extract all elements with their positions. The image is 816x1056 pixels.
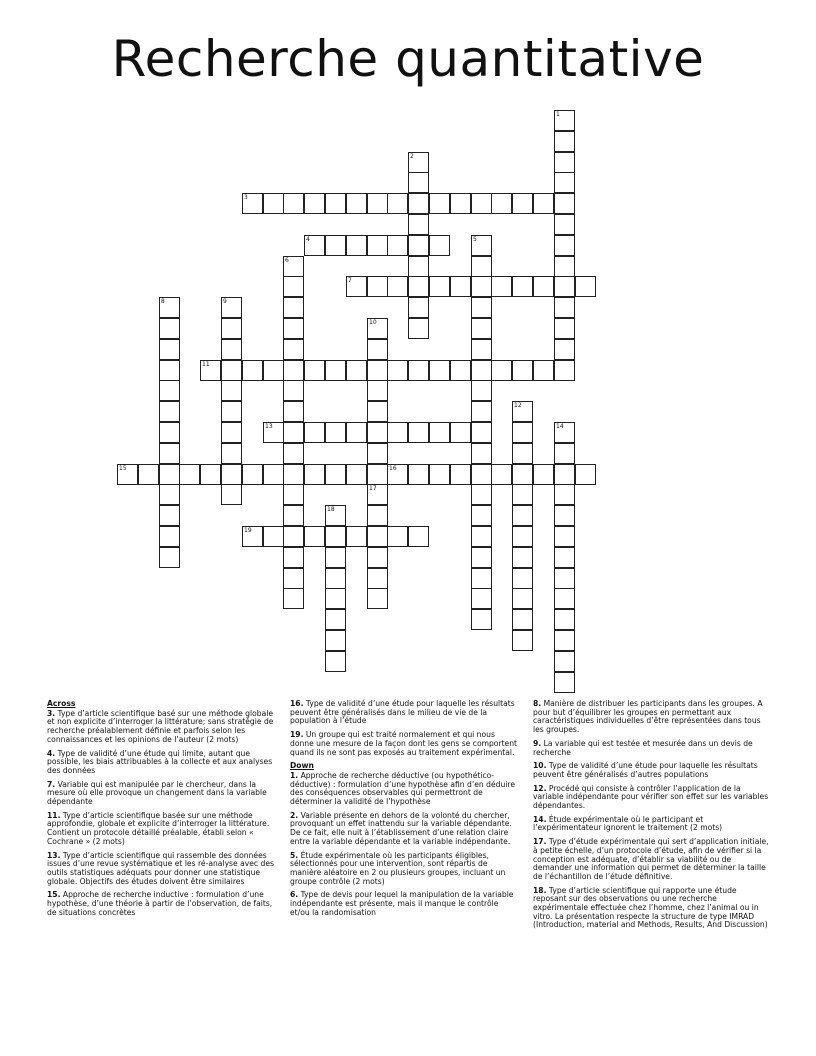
crossword-cell[interactable] xyxy=(304,235,325,256)
crossword-cell[interactable] xyxy=(325,526,346,547)
crossword-cell[interactable] xyxy=(283,443,304,464)
clue-number: 7 xyxy=(348,277,352,284)
crossword-cell[interactable] xyxy=(429,235,450,256)
crossword-cell[interactable] xyxy=(512,484,533,505)
clue-down-6: 6. Type de devis pour lequel la manipulation de la variable indépendante est présente, mais il manque le contrôle et/ou la randomisation xyxy=(290,890,514,917)
clue-number: 16 xyxy=(389,465,397,472)
crossword-cell[interactable] xyxy=(346,360,367,381)
crossword-cell[interactable] xyxy=(471,339,492,360)
crossword-cell[interactable] xyxy=(325,609,346,630)
crossword-cell[interactable] xyxy=(450,276,471,297)
crossword-cell[interactable] xyxy=(471,422,492,443)
crossword-cell[interactable] xyxy=(242,526,263,547)
crossword-cell[interactable] xyxy=(387,193,408,214)
crossword-cell[interactable] xyxy=(512,193,533,214)
crossword-cell[interactable] xyxy=(159,526,180,547)
clue-across-16: 16. Type de validité d’une étude pour laquelle les résultats peuvent être généralisés dans le milieu de vie de la population à l’étude xyxy=(290,699,515,726)
crossword-cell[interactable] xyxy=(408,464,429,485)
crossword-cell[interactable] xyxy=(554,276,575,297)
crossword-cell[interactable] xyxy=(325,422,346,443)
crossword-cell[interactable] xyxy=(471,568,492,589)
crossword-cell[interactable] xyxy=(512,464,533,485)
crossword-cell[interactable] xyxy=(471,484,492,505)
crossword-cell[interactable] xyxy=(367,276,388,297)
clue-across-15: 15. Approche de recherche inductive : formulation d’une hypothèse, d’une théorie à partir de l’observation, de faits, de situations concrètes xyxy=(47,890,273,917)
crossword-cell[interactable] xyxy=(346,464,367,485)
crossword-cell[interactable] xyxy=(325,505,346,526)
crossword-cell[interactable] xyxy=(283,401,304,422)
crossword-cell[interactable] xyxy=(117,464,138,485)
crossword-cell[interactable] xyxy=(283,193,304,214)
clue-across-11: 11. Type d’article scientifique basée sur une méthode approfondie, globale et explicite d’interroger la littérature. Contient un protocole détaillé préalable, établi selon « Cochrane » (2 mots) xyxy=(47,810,270,846)
crossword-cell[interactable] xyxy=(554,193,575,214)
crossword-cell[interactable] xyxy=(471,235,492,256)
clues-column-3 xyxy=(533,700,769,935)
crossword-cell[interactable] xyxy=(471,193,492,214)
crossword-cell[interactable] xyxy=(221,401,242,422)
crossword-cell[interactable] xyxy=(554,235,575,256)
crossword-cell[interactable] xyxy=(491,360,512,381)
crossword-cell[interactable] xyxy=(367,588,388,609)
crossword-cell[interactable] xyxy=(367,380,388,401)
crossword-cell[interactable] xyxy=(242,464,263,485)
crossword-cell[interactable] xyxy=(200,464,221,485)
crossword-cell[interactable] xyxy=(367,505,388,526)
across-header: Across xyxy=(47,699,76,708)
crossword-cell[interactable] xyxy=(491,276,512,297)
crossword-cell[interactable] xyxy=(283,484,304,505)
crossword-cell[interactable] xyxy=(367,235,388,256)
clue-number: 19 xyxy=(244,527,252,534)
crossword-cell[interactable] xyxy=(221,484,242,505)
clue-down-1: 1. Approche de recherche déductive (ou hypothético-déductive) : formulation d’une hypothèse afin d’en déduire des conséquences observables qui permettront de déterminer la validité de l’hypothèse xyxy=(290,770,516,807)
crossword-cell[interactable] xyxy=(159,443,180,464)
crossword-cell[interactable] xyxy=(512,630,533,651)
crossword-cell[interactable] xyxy=(242,360,263,381)
crossword-cell[interactable] xyxy=(325,547,346,568)
crossword-cell[interactable] xyxy=(304,360,325,381)
crossword-cell[interactable] xyxy=(283,360,304,381)
crossword-cell[interactable] xyxy=(554,443,575,464)
crossword-cell[interactable] xyxy=(471,360,492,381)
crossword-cell[interactable] xyxy=(387,526,408,547)
crossword-cell[interactable] xyxy=(159,401,180,422)
crossword-cell[interactable] xyxy=(263,193,284,214)
clue-number: 15 xyxy=(119,465,127,472)
crossword-cell[interactable] xyxy=(554,214,575,235)
crossword-cell[interactable] xyxy=(450,360,471,381)
crossword-cell[interactable] xyxy=(367,484,388,505)
crossword-cell[interactable] xyxy=(512,276,533,297)
crossword-cell[interactable] xyxy=(554,484,575,505)
crossword-cell[interactable] xyxy=(408,297,429,318)
crossword-cell[interactable] xyxy=(367,568,388,589)
crossword-cell[interactable] xyxy=(554,505,575,526)
crossword-cell[interactable] xyxy=(325,568,346,589)
clue-down-17: 17. Type d’étude expérimentale qui sert d’application initiale, à petite échelle, d’un protocole d’étude, afin de vérifier si la conception est adéquate, d’établir sa viabilité ou de demander une information qui permet de déterminer la taille de l’échantillon de l’étude définitive. xyxy=(533,837,769,881)
clue-across-3: 3. Type d’article scientifique basé sur une méthode globale et non explicite d’interroger la littérature; sans stratégie de recherche préalablement définie et parfois selon les connaissances et les opinions de l’auteur (2 mots) xyxy=(47,708,274,744)
crossword-cell[interactable] xyxy=(450,422,471,443)
crossword-cell[interactable] xyxy=(554,630,575,651)
crossword-cell[interactable] xyxy=(221,464,242,485)
crossword-cell[interactable] xyxy=(408,193,429,214)
crossword-cell[interactable] xyxy=(554,464,575,485)
crossword-cell[interactable] xyxy=(554,568,575,589)
crossword-cell[interactable] xyxy=(346,235,367,256)
crossword-cell[interactable] xyxy=(242,193,263,214)
crossword-cell[interactable] xyxy=(554,526,575,547)
crossword-cell[interactable] xyxy=(554,609,575,630)
crossword-cell[interactable] xyxy=(283,547,304,568)
crossword-cell[interactable] xyxy=(408,318,429,339)
crossword-cell[interactable] xyxy=(554,588,575,609)
crossword-cell[interactable] xyxy=(367,193,388,214)
crossword-cell[interactable] xyxy=(263,526,284,547)
crossword-cell[interactable] xyxy=(512,547,533,568)
crossword-cell[interactable] xyxy=(263,360,284,381)
crossword-cell[interactable] xyxy=(283,318,304,339)
crossword-cell[interactable] xyxy=(512,588,533,609)
crossword-cell[interactable] xyxy=(512,609,533,630)
crossword-cell[interactable] xyxy=(471,297,492,318)
crossword-cell[interactable] xyxy=(221,318,242,339)
crossword-cell[interactable] xyxy=(304,422,325,443)
crossword-cell[interactable] xyxy=(221,339,242,360)
crossword-cell[interactable] xyxy=(159,297,180,318)
crossword-cell[interactable] xyxy=(283,380,304,401)
crossword-cell[interactable] xyxy=(554,651,575,672)
clue-number: 11 xyxy=(202,361,210,368)
crossword-cell[interactable] xyxy=(387,235,408,256)
clues-column-2 xyxy=(290,700,520,922)
crossword-cell[interactable] xyxy=(554,152,575,173)
crossword-cell[interactable] xyxy=(533,360,554,381)
crossword-cell[interactable] xyxy=(429,193,450,214)
crossword-cell[interactable] xyxy=(491,193,512,214)
crossword-cell[interactable] xyxy=(512,526,533,547)
crossword-cell[interactable] xyxy=(429,464,450,485)
crossword-cell[interactable] xyxy=(554,172,575,193)
crossword-cell[interactable] xyxy=(367,360,388,381)
clue-number: 2 xyxy=(410,153,414,160)
clue-down-12: 12. Procédé qui consiste à contrôler l’application de la variable indépendante pour vérifier son effet sur les variables dépendantes. xyxy=(533,783,769,811)
crossword-cell[interactable] xyxy=(263,422,284,443)
crossword-cell[interactable] xyxy=(367,401,388,422)
clue-number: 9 xyxy=(223,298,227,305)
crossword-cell[interactable] xyxy=(554,547,575,568)
clue-down-10: 10. Type de validité d’une étude pour laquelle les résultats peuvent être généralisés d’autres populations xyxy=(533,761,758,779)
crossword-cell[interactable] xyxy=(471,276,492,297)
crossword-cell[interactable] xyxy=(387,276,408,297)
crossword-cell[interactable] xyxy=(512,422,533,443)
crossword-cell[interactable] xyxy=(429,276,450,297)
crossword-cell[interactable] xyxy=(304,193,325,214)
crossword-cell[interactable] xyxy=(512,568,533,589)
crossword-cell[interactable] xyxy=(346,526,367,547)
crossword-cell[interactable] xyxy=(159,464,180,485)
crossword-cell[interactable] xyxy=(179,464,200,485)
crossword-cell[interactable] xyxy=(450,464,471,485)
crossword-cell[interactable] xyxy=(471,256,492,277)
clue-number: 3 xyxy=(244,194,248,201)
crossword-cell[interactable] xyxy=(221,297,242,318)
crossword-cell[interactable] xyxy=(283,339,304,360)
crossword-cell[interactable] xyxy=(159,339,180,360)
crossword-cell[interactable] xyxy=(325,193,346,214)
clue-across-4: 4. Type de validité d’une étude qui limite, autant que possible, les biais attribuables à la collecte et aux analyses des données xyxy=(47,748,273,775)
crossword-cell[interactable] xyxy=(304,526,325,547)
crossword-cell[interactable] xyxy=(159,318,180,339)
crossword-cell[interactable] xyxy=(471,588,492,609)
crossword-cell[interactable] xyxy=(283,276,304,297)
crossword-cell[interactable] xyxy=(554,297,575,318)
crossword-cell[interactable] xyxy=(346,422,367,443)
crossword-cell[interactable] xyxy=(429,422,450,443)
clue-number: 12 xyxy=(514,402,522,409)
crossword-cell[interactable] xyxy=(575,464,596,485)
crossword-cell[interactable] xyxy=(471,609,492,630)
clue-across-19: 19. Un groupe qui est traité normalement et qui nous donne une mesure de la façon dont les gens se comportent quand ils ne sont pas exposés au traitement expérimental. xyxy=(290,730,518,757)
crossword-cell[interactable] xyxy=(159,360,180,381)
crossword-cell[interactable] xyxy=(325,588,346,609)
crossword-cell[interactable] xyxy=(554,131,575,152)
crossword-cell[interactable] xyxy=(471,401,492,422)
crossword-cell[interactable] xyxy=(387,464,408,485)
crossword-cell[interactable] xyxy=(471,464,492,485)
crossword-cell[interactable] xyxy=(283,422,304,443)
crossword-cell[interactable] xyxy=(325,464,346,485)
crossword-cell[interactable] xyxy=(450,193,471,214)
clue-down-9: 9. La variable qui est testée et mesurée dans un devis de recherche xyxy=(533,738,753,757)
crossword-cell[interactable] xyxy=(554,672,575,693)
crossword-cell[interactable] xyxy=(325,630,346,651)
crossword-cell[interactable] xyxy=(408,360,429,381)
crossword-cell[interactable] xyxy=(283,297,304,318)
crossword-cell[interactable] xyxy=(367,422,388,443)
crossword-cell[interactable] xyxy=(325,651,346,672)
crossword-cell[interactable] xyxy=(512,401,533,422)
crossword-cell[interactable] xyxy=(221,443,242,464)
crossword-cell[interactable] xyxy=(283,568,304,589)
crossword-cell[interactable] xyxy=(221,380,242,401)
crossword-cell[interactable] xyxy=(408,235,429,256)
crossword-cell[interactable] xyxy=(200,360,221,381)
crossword-cell[interactable] xyxy=(471,547,492,568)
crossword-cell[interactable] xyxy=(221,422,242,443)
crossword-cell[interactable] xyxy=(491,464,512,485)
crossword-cell[interactable] xyxy=(367,443,388,464)
crossword-cell[interactable] xyxy=(387,360,408,381)
clues-column-1 xyxy=(47,700,282,922)
crossword-cell[interactable] xyxy=(408,152,429,173)
crossword-cell[interactable] xyxy=(554,110,575,131)
crossword-cell[interactable] xyxy=(408,214,429,235)
crossword-cell[interactable] xyxy=(512,443,533,464)
crossword-cell[interactable] xyxy=(221,360,242,381)
clue-number: 18 xyxy=(327,506,335,513)
clue-down-2: 2. Variable présente en dehors de la volonté du chercher, provoquant un effet inattendu sur la variable dépendante. De ce fait, elle nuit à l’établissement d’une relation claire entre la variable dépendante et la variable indépendante. xyxy=(290,810,512,846)
crossword-cell[interactable] xyxy=(159,422,180,443)
crossword-cell[interactable] xyxy=(471,318,492,339)
crossword-cell[interactable] xyxy=(367,339,388,360)
crossword-cell[interactable] xyxy=(304,464,325,485)
crossword-cell[interactable] xyxy=(325,235,346,256)
crossword-cell[interactable] xyxy=(471,380,492,401)
crossword-cell[interactable] xyxy=(283,256,304,277)
crossword-cell[interactable] xyxy=(283,588,304,609)
crossword-cell[interactable] xyxy=(533,464,554,485)
clue-number: 10 xyxy=(369,319,377,326)
crossword-cell[interactable] xyxy=(554,318,575,339)
crossword-cell[interactable] xyxy=(554,256,575,277)
crossword-cell[interactable] xyxy=(367,547,388,568)
crossword-cell[interactable] xyxy=(554,339,575,360)
crossword-cell[interactable] xyxy=(283,505,304,526)
clue-down-14: 14. Étude expérimentale où le participant et l’expérimentateur ignorent le traitement (2 mots) xyxy=(533,814,723,833)
crossword-cell[interactable] xyxy=(533,193,554,214)
crossword-cell[interactable] xyxy=(367,464,388,485)
crossword-cell[interactable] xyxy=(512,360,533,381)
clue-number: 13 xyxy=(265,423,273,430)
crossword-cell[interactable] xyxy=(408,172,429,193)
crossword-cell[interactable] xyxy=(159,380,180,401)
crossword-cell[interactable] xyxy=(512,505,533,526)
crossword-cell[interactable] xyxy=(471,505,492,526)
crossword-cell[interactable] xyxy=(471,443,492,464)
crossword-cell[interactable] xyxy=(408,526,429,547)
clue-down-5: 5. Étude expérimentale où les participants éligibles, sélectionnés pour une intervention, sont répartis de manière aléatoire en 2 ou plusieurs groupes, incluant un groupe contrôle (2 mots) xyxy=(290,850,506,886)
clue-number: 17 xyxy=(369,485,377,492)
crossword-cell[interactable] xyxy=(263,464,284,485)
crossword-cell[interactable] xyxy=(554,360,575,381)
clue-number: 6 xyxy=(285,257,289,264)
clue-down-18: 18. Type d’article scientifique qui rapporte une étude reposant sur des observations ou une recherche expérimentale effectuée chez l’homme, chez l’animal ou in vitro. La présentation respecte la structure de type IMRAD (Introduction, material and Methods, Results, And Discussion) xyxy=(533,885,768,930)
clue-across-7: 7. Variable qui est manipulée par le chercheur, dans la mesure où elle provoque un changement dans la variable dépendante xyxy=(47,779,267,807)
crossword-cell[interactable] xyxy=(367,526,388,547)
crossword-cell[interactable] xyxy=(159,547,180,568)
clue-down-8: 8. Manière de distribuer les participants dans les groupes. A pour but d’équilibrer les groupes en permettant aux caractéristiques individuelles d’être représentées dans tous les groupes. xyxy=(533,699,763,735)
down-header: Down xyxy=(290,761,314,771)
crossword-cell[interactable] xyxy=(346,276,367,297)
page-title: Recherche quantitative xyxy=(111,30,705,88)
crossword-cell[interactable] xyxy=(533,276,554,297)
crossword-cell[interactable] xyxy=(159,484,180,505)
clue-number: 8 xyxy=(161,298,165,305)
crossword-cell[interactable] xyxy=(283,526,304,547)
clue-number: 4 xyxy=(306,236,310,243)
clue-number: 14 xyxy=(556,423,564,430)
crossword-cell[interactable] xyxy=(346,193,367,214)
clue-across-13: 13. Type d’article scientifique qui rassemble des données issues d’une revue systématique et les ré-analyse avec des outils statistiques adéquats pour donner une statistique globale. Objectifs des études doivent être similaires xyxy=(47,850,274,886)
crossword-cell[interactable] xyxy=(159,505,180,526)
crossword-cell[interactable] xyxy=(283,464,304,485)
crossword-cell[interactable] xyxy=(387,422,408,443)
crossword-cell[interactable] xyxy=(575,276,596,297)
crossword-cell[interactable] xyxy=(138,464,159,485)
crossword-cell[interactable] xyxy=(554,422,575,443)
crossword-cell[interactable] xyxy=(408,422,429,443)
crossword-cell[interactable] xyxy=(429,360,450,381)
crossword-cell[interactable] xyxy=(408,276,429,297)
crossword-cell[interactable] xyxy=(408,256,429,277)
clue-number: 5 xyxy=(473,236,477,243)
crossword-cell[interactable] xyxy=(367,318,388,339)
crossword-cell[interactable] xyxy=(471,526,492,547)
crossword-cell[interactable] xyxy=(325,360,346,381)
clue-number: 1 xyxy=(556,111,560,118)
